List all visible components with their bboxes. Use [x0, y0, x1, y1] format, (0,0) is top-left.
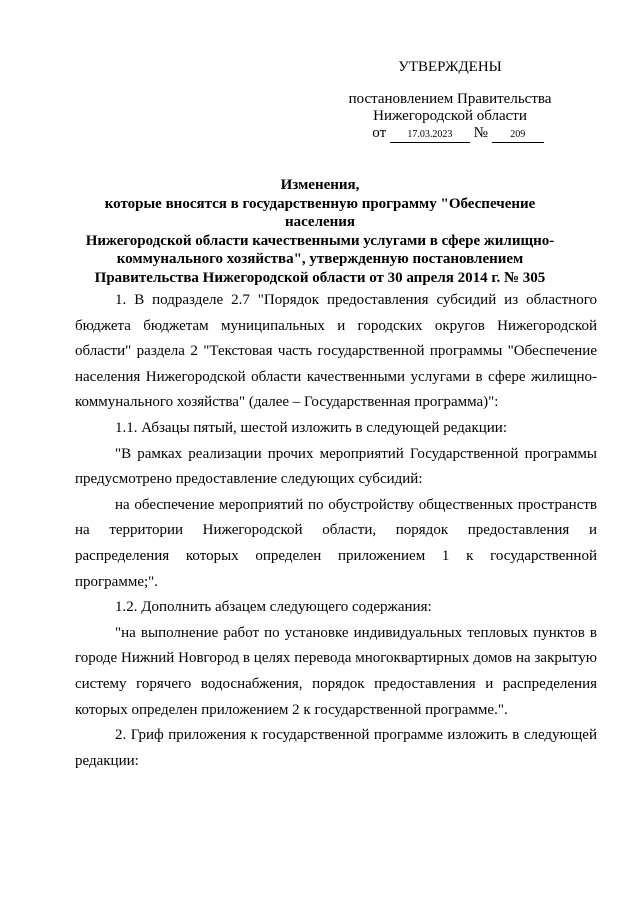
title-line-2: которые вносятся в государственную программу "Обеспечение населения	[104, 195, 536, 230]
date-prefix: от	[372, 125, 387, 141]
paragraph: 1.2. Дополнить абзацем следующего содержания:	[115, 599, 432, 616]
document-title	[70, 176, 570, 287]
paragraph: 1.1. Абзацы пятый, шестой изложить в следующей редакции:	[115, 419, 507, 436]
paragraph: 1. В подразделе 2.7 "Порядок предоставления субсидий из областного бюджета бюджетам муниципальных и городских округов Нижегородской области" раздела 2 "Текстовая часть государственной программы "Обеспечение населения Нижегородской области качественными услугами в сфере жилищно-коммунального хозяйства" (далее – Государственная программа)":	[75, 292, 597, 411]
approval-date-field: 17.03.2023	[390, 128, 470, 143]
approval-date-line	[358, 124, 558, 143]
approval-region-line: Нижегородской области	[373, 108, 527, 124]
paragraph: на обеспечение мероприятий по обустройству общественных пространств на территории Нижегородской области, порядок предоставления и распределения которых определен приложением 1 к государственной программе;".	[75, 496, 597, 590]
number-prefix: №	[473, 125, 488, 141]
approval-heading: УТВЕРЖДЕНЫ	[398, 59, 502, 75]
approval-number-field: 209	[492, 128, 544, 143]
approval-by-line: постановлением Правительства	[348, 91, 552, 107]
document-body	[75, 288, 597, 774]
paragraph: 2. Гриф приложения к государственной программе изложить в следующей редакции:	[75, 727, 597, 769]
title-line-4: коммунального хозяйства", утвержденную постановлением	[116, 251, 524, 267]
title-line-3: Нижегородской области качественными услугами в сфере жилищно-	[85, 232, 555, 249]
title-line-5: Правительства Нижегородской области от 30 апреля 2014 г. № 305	[94, 269, 546, 286]
title-line-1: Изменения,	[280, 177, 360, 193]
paragraph: "В рамках реализации прочих мероприятий Государственной программы предусмотрено предоставление следующих субсидий:	[75, 445, 597, 488]
paragraph: "на выполнение работ по установке индивидуальных тепловых пунктов в городе Нижний Новгород в целях перевода многоквартирных домов на закрытую систему горячего водоснабжения, порядок предоставления и распределения которых определен приложением 2 к государственной программе.".	[75, 624, 597, 718]
